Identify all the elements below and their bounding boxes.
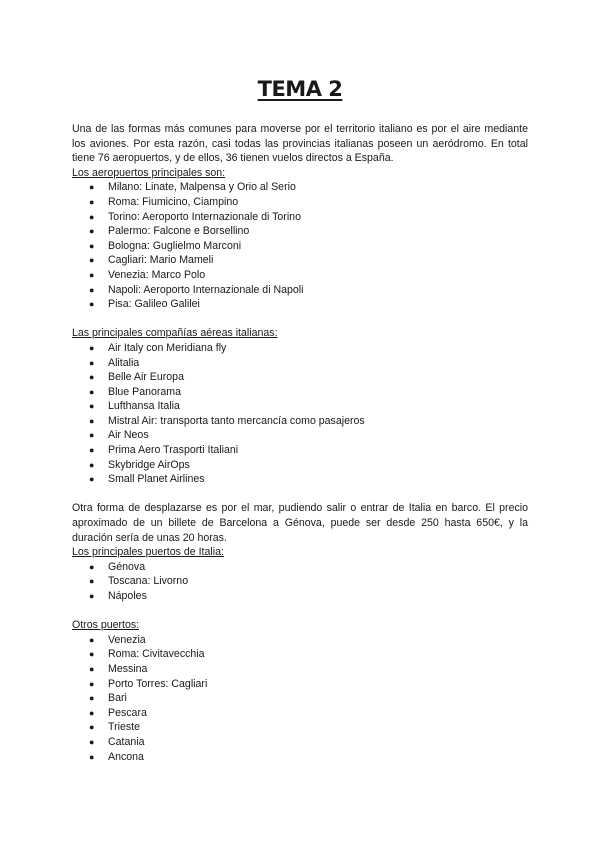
list-item: [72, 283, 528, 298]
list-item: [72, 750, 528, 765]
list-item-text: Small Planet Airlines: [108, 473, 205, 486]
bullet-icon: ●: [89, 182, 95, 193]
list-item: [72, 428, 528, 443]
list-item-text: Bari: [108, 692, 127, 705]
bullet-icon: ●: [89, 269, 95, 280]
bullet-icon: ●: [89, 678, 95, 689]
bullet-icon: ●: [89, 591, 95, 601]
list-item: [72, 385, 528, 400]
list-item: [72, 443, 528, 458]
list-item-text: Messina: [108, 662, 148, 675]
bullet-icon: ●: [89, 196, 95, 207]
list-item: [72, 414, 528, 429]
airlines-list: [72, 341, 528, 487]
page-title: TEMA 2: [257, 77, 343, 101]
list-item-text: Bologna: Guglielmo Marconi: [108, 239, 242, 252]
list-item-text: Napoli: Aeroporto Internazionale di Napoli: [108, 283, 304, 296]
list-item-text: Pisa: Galileo Galilei: [108, 298, 200, 311]
list-item: [72, 472, 528, 487]
bullet-icon: ●: [89, 255, 95, 266]
list-item-text: Catania: [108, 735, 145, 748]
list-item: [72, 341, 528, 356]
bullet-icon: ●: [89, 226, 95, 237]
list-item-text: Pescara: [108, 706, 147, 719]
bullet-icon: ●: [89, 722, 95, 733]
list-item: [72, 662, 528, 677]
list-item-text: Nápoles: [108, 590, 147, 602]
list-item-text: Roma: Fiumicino, Ciampino: [108, 195, 239, 208]
list-item: [72, 677, 528, 692]
list-item-text: Cagliari: Mario Mameli: [108, 254, 214, 267]
list-item-text: Torino: Aeroporto Internazionale di Torino: [108, 210, 301, 223]
list-item-text: Air Italy con Meridiana fly: [108, 341, 227, 354]
main-ports-heading: Los principales puertos de Italia:: [72, 546, 224, 559]
bullet-icon: ●: [89, 751, 95, 762]
list-item-text: Milano: Linate, Malpensa y Orio al Serio: [108, 181, 296, 194]
list-item: [72, 574, 528, 589]
other-ports-heading: Otros puertos:: [72, 619, 140, 632]
list-item-text: Porto Torres: Cagliari: [108, 677, 208, 690]
list-item-text: Blue Panorama: [108, 385, 182, 398]
bullet-icon: ●: [89, 357, 95, 368]
bullet-icon: ●: [89, 634, 95, 645]
other-ports-list: [72, 633, 528, 764]
list-item: [72, 399, 528, 414]
bullet-icon: ●: [89, 211, 95, 222]
bullet-icon: ●: [89, 299, 95, 310]
list-item-text: Génova: [108, 560, 146, 573]
bullet-icon: ●: [89, 386, 95, 397]
bullet-icon: ●: [89, 459, 95, 470]
sea-paragraph: Otra forma de desplazarse es por el mar, pudiendo salir o entrar de Italia en barco. El precio aproximado de un billete de Barcelona a Génova, puede ser desde 250 hasta 650€, y la duración sería de unas 20 horas.: [72, 502, 528, 544]
list-item-text: Alitalia: [108, 356, 140, 369]
list-item: [72, 297, 528, 312]
bullet-icon: ●: [89, 240, 95, 251]
list-item: [72, 560, 528, 575]
airports-heading: Los aeropuertos principales son:: [72, 166, 226, 179]
main-ports-list: [72, 560, 528, 604]
spacer: [72, 487, 528, 502]
bullet-icon: ●: [89, 649, 95, 660]
list-item-text: Venezia: Marco Polo: [108, 268, 206, 281]
spacer: [72, 604, 528, 619]
bullet-icon: ●: [89, 474, 95, 485]
list-item: [72, 239, 528, 254]
bullet-icon: ●: [89, 576, 95, 587]
list-item-text: Toscana: Livorno: [108, 575, 189, 588]
bullet-icon: ●: [89, 693, 95, 704]
list-item-text: Palermo: Falcone e Borsellino: [108, 225, 250, 238]
bullet-icon: ●: [89, 561, 95, 572]
list-item-text: Venezia: [108, 633, 146, 646]
list-item: [72, 195, 528, 210]
airports-list: [72, 180, 528, 311]
list-item: [72, 720, 528, 735]
list-item: [72, 210, 528, 225]
list-item: [72, 633, 528, 648]
list-item: [72, 735, 528, 750]
spacer: [72, 312, 528, 327]
list-item: [72, 589, 528, 604]
list-item: [72, 647, 528, 662]
bullet-icon: ●: [89, 401, 95, 412]
bullet-icon: ●: [89, 663, 95, 674]
list-item: [72, 706, 528, 721]
bullet-icon: ●: [89, 342, 95, 353]
list-item: [72, 253, 528, 268]
list-item: [72, 180, 528, 195]
list-item-text: Mistral Air: transporta tanto mercancía como pasajeros: [108, 414, 365, 427]
bullet-icon: ●: [89, 707, 95, 718]
bullet-icon: ●: [89, 372, 95, 383]
list-item-text: Skybridge AirOps: [108, 458, 190, 471]
bullet-icon: ●: [89, 445, 95, 456]
list-item-text: Lufthansa Italia: [108, 400, 180, 413]
bullet-icon: ●: [89, 284, 95, 295]
list-item-text: Ancona: [108, 750, 144, 763]
list-item-text: Trieste: [108, 721, 140, 734]
bullet-icon: ●: [89, 430, 95, 441]
document-page: [72, 0, 528, 764]
list-item: [72, 224, 528, 239]
bullet-icon: ●: [89, 415, 95, 426]
list-item-text: Prima Aero Trasporti Italiani: [108, 444, 239, 457]
intro-paragraph: Una de las formas más comunes para moverse por el territorio italiano es por el aire mediante los aviones. Por esta razón, casi todas las provincias italianas poseen un aeródromo. En total tiene 76 aeropuertos, y de ellos, 36 tienen vuelos directos a España.: [72, 123, 528, 165]
list-item: [72, 370, 528, 385]
list-item: [72, 356, 528, 371]
list-item-text: Air Neos: [108, 429, 149, 442]
airlines-heading: Las principales compañías aéreas italianas:: [72, 327, 278, 340]
list-item-text: Belle Air Europa: [108, 371, 184, 384]
list-item: [72, 268, 528, 283]
list-item: [72, 691, 528, 706]
list-item: [72, 458, 528, 473]
list-item-text: Roma: Civitavecchia: [108, 648, 205, 661]
bullet-icon: ●: [89, 736, 95, 747]
